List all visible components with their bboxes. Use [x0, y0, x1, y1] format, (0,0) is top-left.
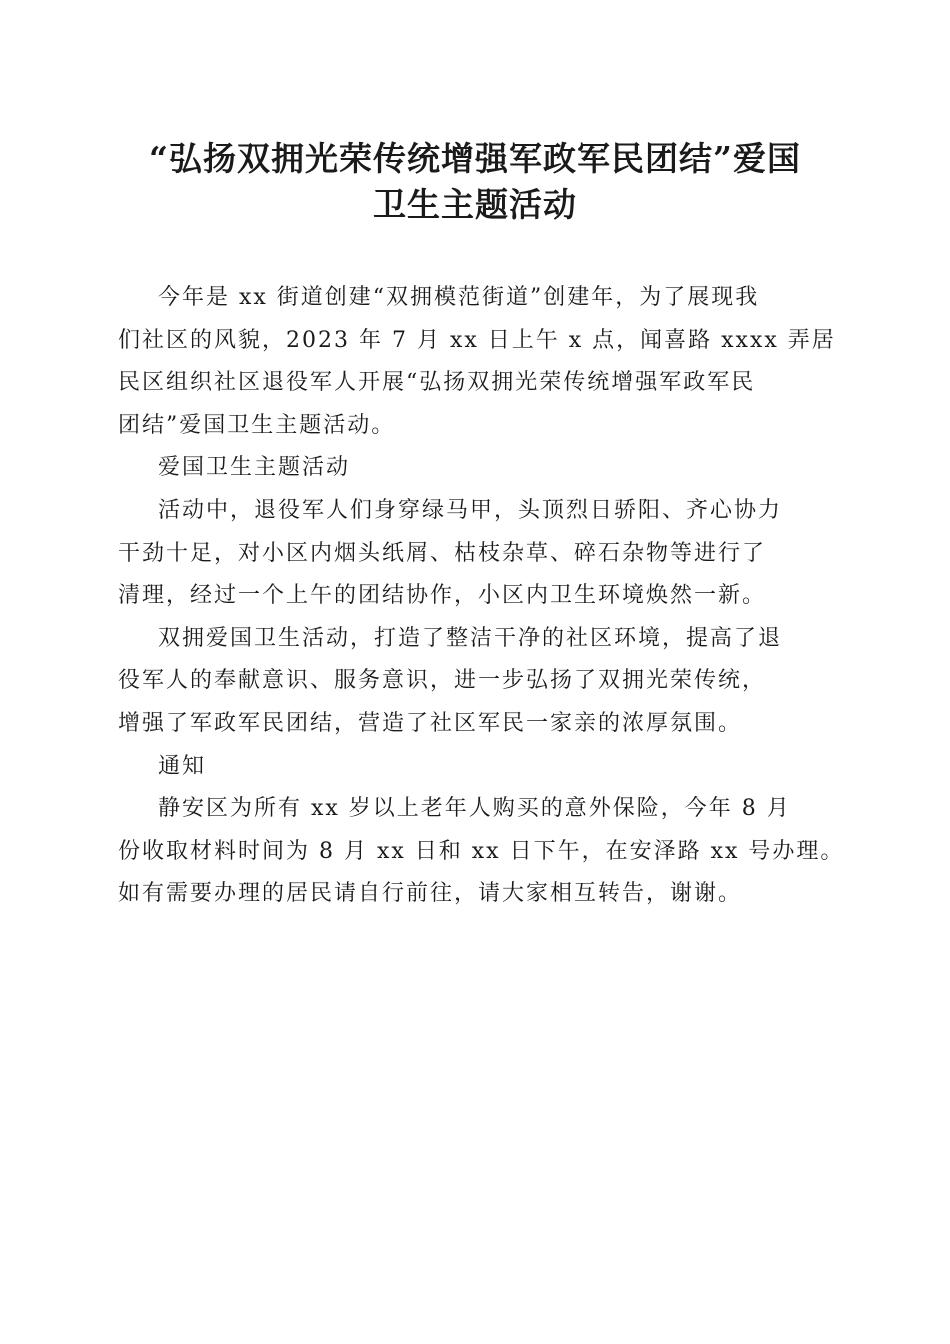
paragraph-line: 静安区为所有 xx 岁以上老年人购买的意外保险，今年 8 月	[158, 796, 791, 822]
document-body	[118, 282, 848, 921]
paragraph-line: 民区组织社区退役军人开展“弘扬双拥光荣传统增强军政军民	[118, 370, 756, 396]
title-line-1: “弘扬双拥光荣传统增强军政军民团结”爱国	[149, 139, 801, 178]
paragraph-line: 今年是 xx 街道创建“双拥模范街道”创建年，为了展现我	[158, 285, 760, 310]
paragraph-line: 们社区的风貌，2023 年 7 月 xx 日上午 x 点，闻喜路 xxxx 弄居	[118, 327, 836, 353]
paragraph-line: 增强了军政军民团结，营造了社区军民一家亲的浓厚氛围。	[118, 710, 743, 736]
section-heading: 爱国卫生主题活动	[158, 455, 351, 481]
section-heading: 通知	[158, 753, 207, 779]
title-line-2: 卫生主题活动	[373, 185, 577, 224]
paragraph-line: 份收取材料时间为 8 月 xx 日和 xx 日下午，在安泽路 xx 号办理。	[118, 838, 845, 864]
paragraph-line: 双拥爱国卫生活动，打造了整洁干净的社区环境，提高了退	[158, 625, 783, 651]
paragraph-line: 清理，经过一个上午的团结协作，小区内卫生环境焕然一新。	[118, 583, 767, 609]
paragraph-line: 团结”爱国卫生主题活动。	[118, 412, 396, 438]
paragraph-line: 活动中，退役军人们身穿绿马甲，头顶烈日骄阳、齐心协力	[158, 497, 783, 523]
paragraph-line: 如有需要办理的居民请自行前往，请大家相互转告，谢谢。	[118, 881, 743, 907]
paragraph-line: 役军人的奉献意识、服务意识，进一步弘扬了双拥光荣传统，	[118, 668, 767, 694]
paragraph-line: 干劲十足，对小区内烟头纸屑、枯枝杂草、碎石杂物等进行了	[118, 540, 767, 566]
document-title	[100, 136, 850, 228]
